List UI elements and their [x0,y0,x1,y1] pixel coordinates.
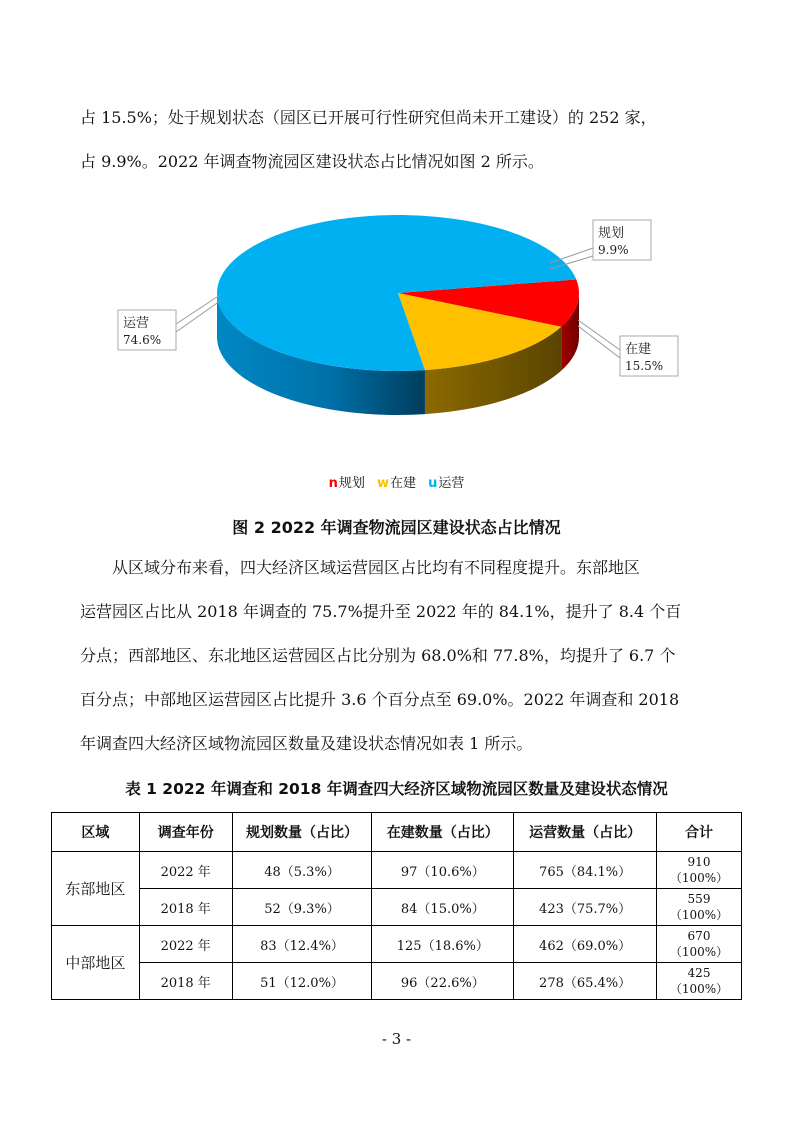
callout-line [176,295,220,324]
table-row [52,963,742,1000]
region-cell: 中部地区 [52,926,140,1000]
legend-item [428,476,464,491]
header-cell: 在建数量（占比） [372,813,514,852]
data-label-name: 在建 [625,342,652,357]
text-line: 分点；西部地区、东北地区运营园区占比分别为 68.0%和 77.8%，均提升了 6.7 个 [80,646,676,665]
header-cell: 区域 [52,813,140,852]
page-number: - 3 - [381,1030,412,1048]
paragraph-intro [80,96,720,184]
table-header-row [52,813,742,852]
region-table [51,812,742,1000]
header-cell: 运营数量（占比） [514,813,657,852]
header-cell: 合计 [657,813,742,852]
total-percent: （100%） [669,871,729,885]
text-line: 百分点；中部地区运营园区占比提升 3.6 个百分点至 69.0%。2022 年调查和 2018 [80,690,680,709]
text-line: 从区域分布来看，四大经济区域运营园区占比均有不同程度提升。东部地区 [112,558,641,577]
pie-chart-svg [80,200,720,500]
year-cell: 2018 年 [139,963,232,1000]
planned-cell: 48（5.3%） [232,852,372,889]
legend-marker: u [428,476,438,491]
total-value: 910 [687,855,711,869]
text-line: 运营园区占比从 2018 年调查的 75.7%提升至 2022 年的 84.1%，提升了 8.4 个百 [80,602,682,621]
total-value: 425 [687,966,711,980]
legend-label: 规划 [338,476,365,491]
data-label-name: 规划 [598,226,625,241]
chart-legend [0,472,793,491]
data-label-value: 15.5% [625,359,664,373]
building-cell: 125（18.6%） [372,926,514,963]
data-label-value: 74.6% [123,333,162,347]
region-cell: 东部地区 [52,852,140,926]
callout-line [578,320,620,350]
callout-line [176,301,220,332]
legend-label: 在建 [390,476,417,491]
legend-marker: w [376,476,389,491]
operating-cell: 765（84.1%） [514,852,657,889]
planned-cell: 52（9.3%） [232,889,372,926]
total-percent: （100%） [669,908,729,922]
total-cell [657,963,742,1000]
text-line: 年调查四大经济区域物流园区数量及建设状态情况如表 1 所示。 [80,734,533,753]
building-cell: 84（15.0%） [372,889,514,926]
legend-label: 运营 [438,476,465,491]
header-cell: 规划数量（占比） [232,813,372,852]
legend-marker: n [328,476,338,491]
callout-line [578,326,620,358]
text-line: 占 15.5%；处于规划状态（园区已开展可行性研究但尚未开工建设）的 252 家， [80,108,657,127]
total-cell [657,926,742,963]
operating-cell: 278（65.4%） [514,963,657,1000]
planned-cell: 83（12.4%） [232,926,372,963]
total-cell [657,852,742,889]
building-cell: 96（22.6%） [372,963,514,1000]
table-row [52,852,742,889]
year-cell: 2022 年 [139,926,232,963]
table-row [52,889,742,926]
year-cell: 2018 年 [139,889,232,926]
table-caption: 表 1 2022 年调查和 2018 年调查四大经济区域物流园区数量及建设状态情况 [125,780,668,798]
header-cell: 调查年份 [139,813,232,852]
total-percent: （100%） [669,945,729,959]
paragraph-regional [80,546,720,766]
total-percent: （100%） [669,982,729,996]
data-label-name: 运营 [123,316,150,331]
total-value: 559 [687,892,711,906]
operating-cell: 462（69.0%） [514,926,657,963]
legend-item [377,476,416,491]
total-cell [657,889,742,926]
legend-item [329,476,365,491]
total-value: 670 [687,929,711,943]
table-row [52,926,742,963]
operating-cell: 423（75.7%） [514,889,657,926]
data-label-value: 9.9% [598,243,629,257]
planned-cell: 51（12.0%） [232,963,372,1000]
text-line: 占 9.9%。2022 年调查物流园区建设状态占比情况如图 2 所示。 [80,152,544,171]
building-cell: 97（10.6%） [372,852,514,889]
figure-caption: 图 2 2022 年调查物流园区建设状态占比情况 [232,518,561,537]
pie-chart [80,200,720,500]
year-cell: 2022 年 [139,852,232,889]
